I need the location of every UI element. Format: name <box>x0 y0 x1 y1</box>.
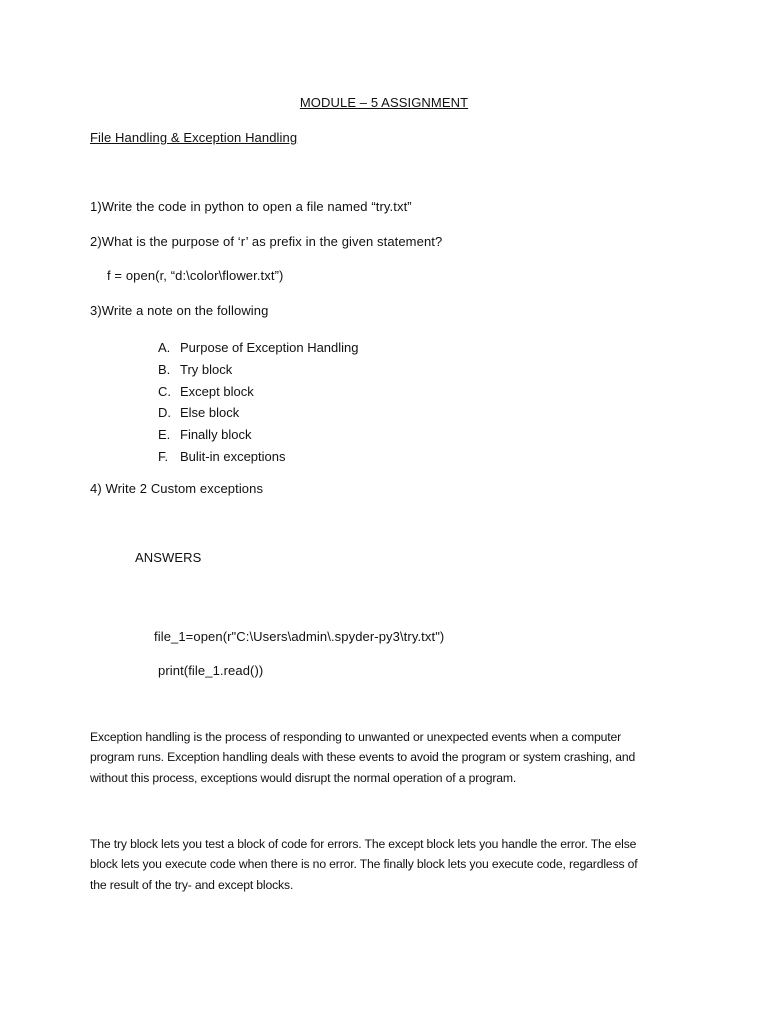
list-marker: C. <box>158 383 171 399</box>
list-item <box>158 337 359 359</box>
list-item-text: Purpose of Exception Handling <box>180 340 359 355</box>
paragraph-line: block lets you execute code when there is no error. The finally block lets you execute code, regardless of <box>90 857 638 872</box>
list-item <box>158 424 359 446</box>
list-item-text: Except block <box>180 383 254 399</box>
answer-code-line-1: file_1=open(r"C:\Users\admin\.spyder-py3\try.txt") <box>154 629 445 644</box>
paragraph-line: Exception handling is the process of responding to unwanted or unexpected events when a computer <box>90 730 622 744</box>
question-1: 1)Write the code in python to open a file named “try.txt” <box>90 199 412 214</box>
list-marker: F. <box>158 448 169 464</box>
answers-heading: ANSWERS <box>135 550 202 565</box>
list-item <box>158 446 359 468</box>
paragraph-line: The try block lets you test a block of code for errors. The except block lets you handle the error. The else <box>90 837 637 851</box>
paragraph-line: program runs. Exception handling deals with these events to avoid the program or system crashing, and <box>90 750 636 765</box>
list-item-text: Bulit-in exceptions <box>180 448 286 464</box>
question-2: 2)What is the purpose of ‘r’ as prefix in the given statement? <box>90 234 443 249</box>
page-title: MODULE – 5 ASSIGNMENT <box>299 95 469 110</box>
list-item <box>158 381 359 403</box>
list-item <box>158 359 359 381</box>
list-marker: A. <box>158 340 171 355</box>
answer-paragraph-1 <box>90 727 690 788</box>
document-subtitle: File Handling & Exception Handling <box>90 130 298 145</box>
list-item <box>158 402 359 424</box>
paragraph-line: the result of the try- and except blocks. <box>90 877 294 892</box>
list-item-text: Finally block <box>180 427 252 443</box>
paragraph-line: without this process, exceptions would disrupt the normal operation of a program. <box>90 770 517 785</box>
list-marker: E. <box>158 427 171 443</box>
list-marker: B. <box>158 361 171 377</box>
answer-paragraph-2 <box>90 834 690 895</box>
question-3-list <box>158 337 359 468</box>
question-2-code: f = open(r, “d:\color\flower.txt”) <box>107 268 284 283</box>
list-item-text: Try block <box>180 361 233 377</box>
answer-code-line-2: print(file_1.read()) <box>158 663 264 678</box>
list-item-text: Else block <box>180 405 240 421</box>
question-3: 3)Write a note on the following <box>90 303 269 318</box>
list-marker: D. <box>158 405 171 421</box>
question-4: 4) Write 2 Custom exceptions <box>90 481 264 496</box>
